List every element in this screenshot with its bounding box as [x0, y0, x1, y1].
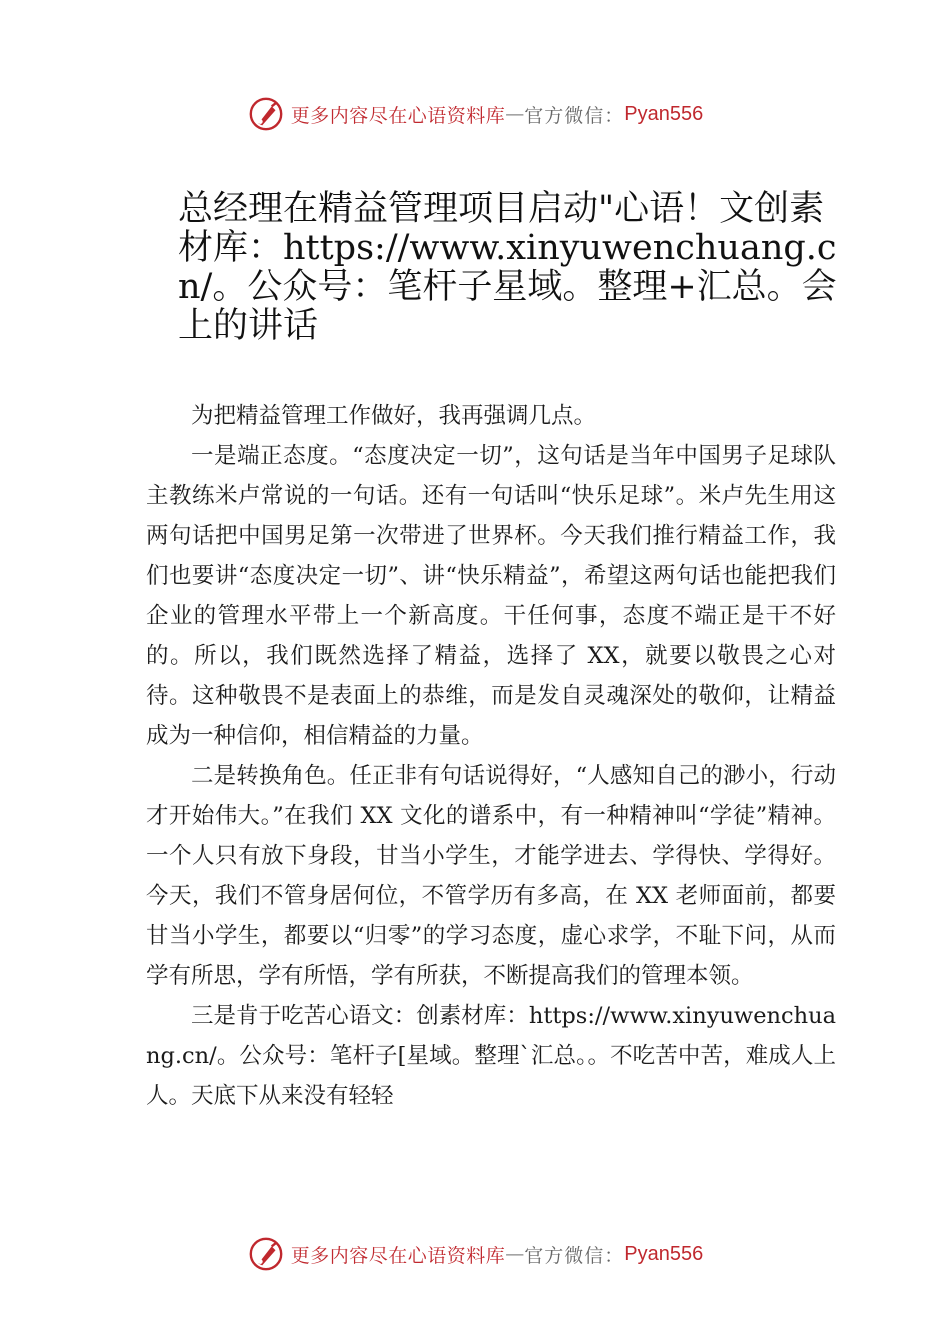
paragraph-hardship: 三是肯于吃苦心语文：创素材库：https://www.xinyuwenchuang.cn/。公众号：笔杆子[星域。整理`汇总。。不吃苦中苦，难成人上人。天底下从来没有轻轻 [146, 1003, 836, 1109]
banner-wechat-label: 官方微信： [524, 1244, 625, 1267]
banner-separator: — [505, 1243, 525, 1265]
footer-banner [0, 1232, 950, 1276]
banner-separator: — [505, 103, 525, 125]
paragraph-intro: 为把精益管理工作做好，我再强调几点。 [191, 403, 597, 429]
banner-wechat-label: 官方微信： [524, 104, 625, 127]
header-banner [0, 92, 950, 136]
banner-text: 更多内容尽在心语资料库 [290, 1244, 506, 1267]
document-body [146, 396, 836, 1116]
banner-text: 更多内容尽在心语资料库 [290, 104, 506, 127]
pen-nib-logo-icon [247, 95, 285, 133]
paragraph-attitude: 一是端正态度。“态度决定一切”，这句话是当年中国男子足球队主教练米卢常说的一句话。还有一句话叫“快乐足球”。米卢先生用这两句话把中国男足第一次带进了世界杯。今天我们推行精益工作，我们也要讲“态度决定一切”、讲“快乐精益”，希望这两句话也能把我们企业的管理水平带上一个新高度。干任何事，态度不端正是干不好的。所以，我们既然选择了精益，选择了 XX，就要以敬畏之心对待。这种敬畏不是表面上的恭维，而是发自灵魂深处的敬仰，让精益成为一种信仰，相信精益的力量。 [146, 443, 836, 749]
paragraph-role: 二是转换角色。任正非有句话说得好，“人感知自己的渺小，行动才开始伟大。”在我们 XX 文化的谱系中，有一种精神叫“学徒”精神。一个人只有放下身段，甘当小学生，才能学进去、学得快、学得好。今天，我们不管身居何位，不管学历有多高，在 XX 老师面前，都要甘当小学生，都要以“归零”的学习态度，虚心求学，不耻下问，从而学有所思，学有所悟，学有所获，不断提高我们的管理本领。 [146, 763, 836, 989]
document-title: 总经理在精益管理项目启动"心语！文创素材库：https://www.xinyuwenchuang.cn/。公众号：笔杆子星域。整理+汇总。会上的讲话 [178, 189, 837, 346]
banner-wechat-id: Pyan556 [624, 1242, 704, 1265]
pen-nib-logo-icon [247, 1235, 285, 1273]
banner-wechat-id: Pyan556 [624, 102, 704, 125]
